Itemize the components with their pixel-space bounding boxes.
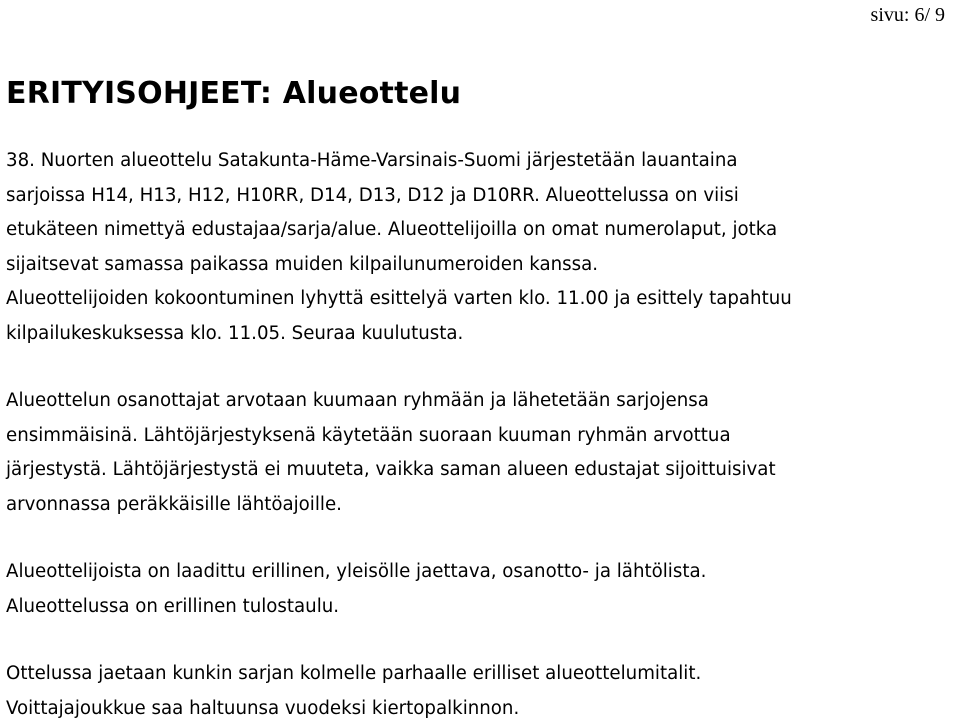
paragraph-alueottelu-info <box>6 144 951 351</box>
text-line: Alueottelijoista on laadittu erillinen, yleisölle jaettava, osanotto- ja lähtölista. <box>6 555 951 590</box>
text-line: Ottelussa jaetaan kunkin sarjan kolmelle parhaalle erilliset alueottelumitalit. <box>6 657 951 692</box>
text-line: arvonnassa peräkkäisille lähtöajoille. <box>6 488 951 523</box>
paragraph-awards <box>6 657 951 726</box>
paragraph-start-order <box>6 384 951 522</box>
page-title: ERITYISOHJEET: Alueottelu <box>6 74 951 114</box>
text-line: kilpailukeskuksessa klo. 11.05. Seuraa kuulutusta. <box>6 317 951 352</box>
text-line: ensimmäisinä. Lähtöjärjestyksenä käytetään suoraan kuuman ryhmän arvottua <box>6 419 951 454</box>
text-line: Voittajajoukkue saa haltuunsa vuodeksi kiertopalkinnon. <box>6 692 951 726</box>
text-line: Alueottelijoiden kokoontuminen lyhyttä esittelyä varten klo. 11.00 ja esittely tapahtuu <box>6 282 951 317</box>
text-line: sarjoissa H14, H13, H12, H10RR, D14, D13, D12 ja D10RR. Alueottelussa on viisi <box>6 179 951 214</box>
paragraph-lists <box>6 555 951 624</box>
text-line: järjestystä. Lähtöjärjestystä ei muuteta, vaikka saman alueen edustajat sijoittuisivat <box>6 453 951 488</box>
text-line: etukäteen nimettyä edustajaa/sarja/alue. Alueottelijoilla on omat numerolaput, jotka <box>6 213 951 248</box>
text-line: 38. Nuorten alueottelu Satakunta-Häme-Varsinais-Suomi järjestetään lauantaina <box>6 144 951 179</box>
text-line: Alueottelussa on erillinen tulostaulu. <box>6 590 951 625</box>
document-body <box>6 74 951 726</box>
text-line: sijaitsevat samassa paikassa muiden kilpailunumeroiden kanssa. <box>6 248 951 283</box>
text-line: Alueottelun osanottajat arvotaan kuumaan ryhmään ja lähetetään sarjojensa <box>6 384 951 419</box>
page-number: sivu: 6/ 9 <box>871 3 945 27</box>
